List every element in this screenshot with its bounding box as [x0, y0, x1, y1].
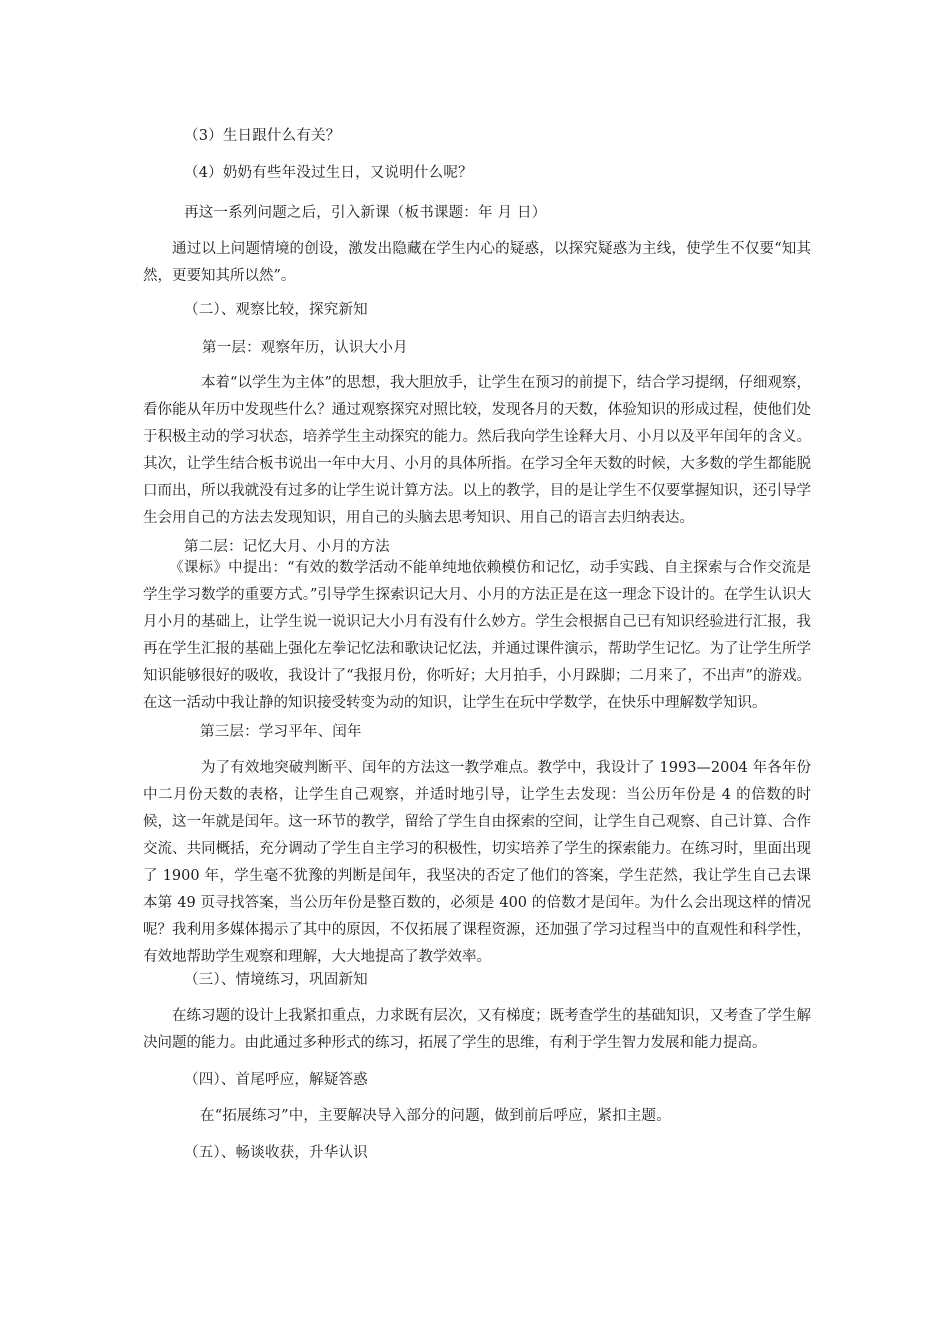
section-4-heading: （四）、首尾呼应，解疑答惑	[184, 1072, 368, 1088]
layer-2-heading: 第二层：记忆大月、小月的方法	[184, 539, 390, 555]
layer-1-heading: 第一层：观察年历，认识大小月	[202, 340, 408, 356]
section-2-heading: （二）、观察比较，探究新知	[184, 302, 368, 318]
paragraph-layer-3: 为了有效地突破判断平、闰年的方法这一教学难点。教学中，我设计了 1993—2004 年各年份中二月份天数的表格，让学生自己观察，并适时地引导，让学生去发现：当公历年份是 4 的倍数的时候，这一年就是闰年。这一环节的教学，留给了学生自由探索的空间，让学生自己观察、自己计算、合作交流、共同概括，充分调动了学生自主学习的积极性，切实培养了学生的探索能力。在练习时，里面出现了 1900 年，学生毫不犹豫的判断是闰年，我坚决的否定了他们的答案，学生茫然，我让学生自己去课本第 49 页寻找答案，当公历年份是整百数的，必须是 400 的倍数才是闰年。为什么会出现这样的情况呢？我利用多媒体揭示了其中的原因，不仅拓展了课程资源，还加强了学习过程当中的直观性和科学性，有效地帮助学生观察和理解，大大地提高了教学效率。	[143, 760, 811, 965]
extension-practice-line: 在“拓展练习”中，主要解决导入部分的问题，做到前后呼应，紧扣主题。	[200, 1108, 671, 1124]
question-3: （3）生日跟什么有关？	[184, 128, 341, 144]
section-3-heading: （三）、情境练习，巩固新知	[184, 972, 368, 988]
question-4: （4）奶奶有些年没过生日，又说明什么呢？	[184, 165, 473, 181]
paragraph-layer-2: 《课标》中提出：“有效的数学活动不能单纯地依赖模仿和记忆，动手实践、自主探索与合作交流是学生学习数学的重要方式。”引导学生探索识记大月、小月的方法正是在这一理念下设计的。在学生认识大月小月的基础上，让学生说一说识记大小月有没有什么妙方。学生会根据自己已有知识经验进行汇报，我再在学生汇报的基础上强化左拳记忆法和歌诀记忆法，并通过课件演示，帮助学生记忆。为了让学生所学知识能够很好的吸收，我设计了“我报月份，你听好；大月拍手，小月跺脚；二月来了，不出声”的游戏。在这一活动中我让静的知识接受转变为动的知识，让学生在玩中学数学，在快乐中理解数学知识。	[143, 560, 811, 711]
paragraph-scenario: 通过以上问题情境的创设，激发出隐藏在学生内心的疑惑，以探究疑惑为主线，使学生不仅要“知其然，更要知其所以然”。	[143, 241, 811, 284]
layer-3-heading: 第三层：学习平年、闰年	[200, 724, 362, 740]
paragraph-section-3: 在练习题的设计上我紧扣重点，力求既有层次，又有梯度；既考查学生的基础知识，又考查了学生解决问题的能力。由此通过多种形式的练习，拓展了学生的思维，有利于学生智力发展和能力提高。	[143, 1008, 811, 1051]
paragraph-layer-1: 本着“以学生为主体”的思想，我大胆放手，让学生在预习的前提下，结合学习提纲，仔细观察，看你能从年历中发现些什么？通过观察探究对照比较，发现各月的天数，体验知识的形成过程，使他们处于积极主动的学习状态，培养学生主动探究的能力。然后我向学生诠释大月、小月以及平年闰年的含义。其次，让学生结合板书说出一年中大月、小月的具体所指。在学习全年天数的时候，大多数的学生都能脱口而出，所以我就没有过多的让学生说计算方法。以上的教学，目的是让学生不仅要掌握知识，还引导学生会用自己的方法去发现知识，用自己的头脑去思考知识、用自己的语言去归纳表达。	[143, 375, 811, 526]
section-5-heading: （五）、畅谈收获，升华认识	[184, 1145, 368, 1161]
intro-line: 再这一系列问题之后，引入新课（板书课题：年 月 日）	[184, 205, 547, 221]
